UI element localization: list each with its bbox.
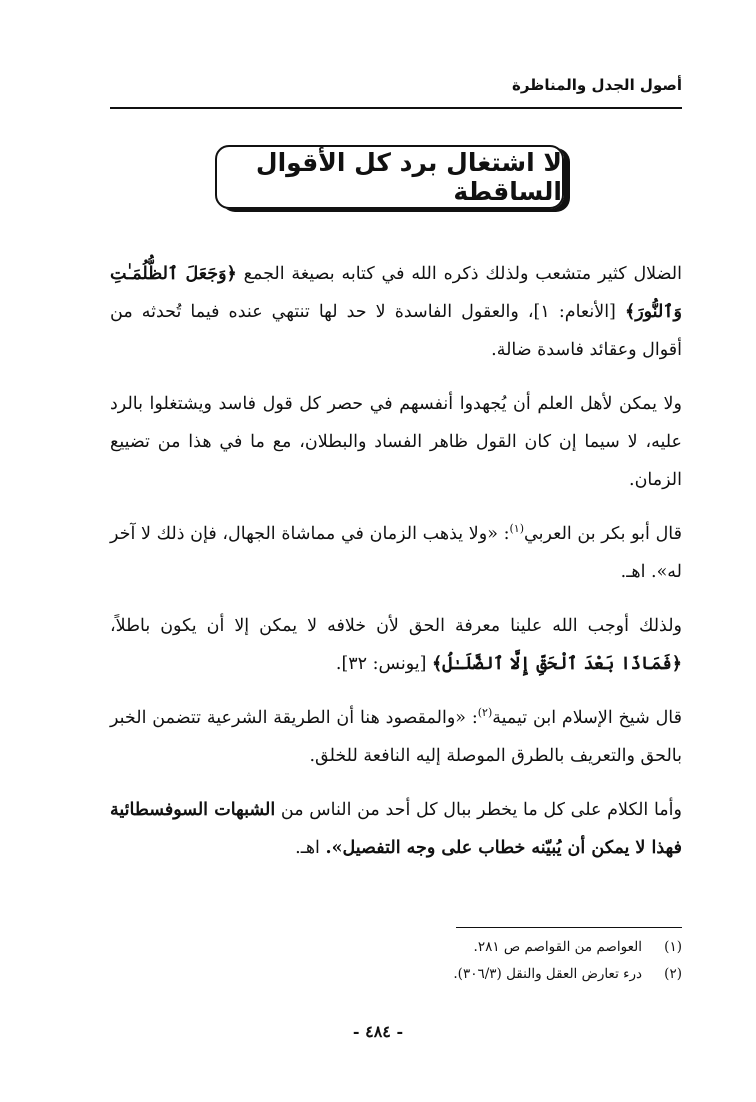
quran-verse-2: ﴿فَمَاذَا بَعْدَ ٱلْحَقِّ إِلَّا ٱلضَّلَـٰلُ﴾ [432,654,682,674]
paragraph-5-text-b: : «والمقصود هنا أن الطريقة الشرعية تتضمن الخبر بالحق والتعريف بالطرق الموصلة إليه النافعة للخلق. [110,708,682,766]
footnote-2 [453,961,682,988]
paragraph-1-text-b: [الأنعام: ١]، والعقول الفاسدة لا حد لها تنتهي عنده فيما تُحدثه من أقوال وعقائد فاسدة ضالة. [110,302,682,360]
paragraph-1 [110,255,682,369]
running-header: أصول الجدل والمناظرة [512,76,682,94]
paragraph-4 [110,607,682,683]
footnote-2-text: درء تعارض العقل والنقل (٣٠٦/٣). [453,966,642,982]
quran-verse-1: ﴿وَجَعَلَ ٱلظُّلُمَـٰتِ وَٱلنُّورَ﴾ [110,264,683,322]
footnote-2-number: (٢) [664,966,682,982]
footnotes [453,934,682,988]
section-title-frame [215,145,564,209]
paragraph-3-text-b: : «ولا يذهب الزمان في مماشاة الجهال، فإن ذلك لا آخر له». اهـ. [110,524,682,582]
paragraph-4-text-b: [يونس: ٣٢]. [335,654,433,674]
paragraph-5 [110,699,682,775]
section-title: لا اشتغال برد كل الأقوال الساقطة [255,148,562,206]
paragraph-5-text-a: قال شيخ الإسلام ابن تيمية [492,708,683,728]
footnote-1-number: (١) [664,939,682,955]
footnote-1 [453,934,682,961]
paragraph-4-text-a: ولذلك أوجب الله علينا معرفة الحق لأن خلافه لا يمكن إلا أن يكون باطلاً، [110,616,682,636]
page-number: - ٤٨٤ - [352,1022,404,1041]
footnote-ref-1[interactable]: (١) [509,522,525,536]
paragraph-2: ولا يمكن لأهل العلم أن يُجهدوا أنفسهم في حصر كل قول فاسد ويشتغلوا بالرد عليه، لا سيما إن كان القول ظاهر الفساد والبطلان، مع ما في هذا من تضييع الزمان. [110,394,682,490]
header-rule [110,107,682,109]
paragraph-6-bold: الشبهات السوفسطائية فهذا لا يمكن أن يُبيّنه خطاب على وجه التفصيل». [110,800,682,858]
paragraph-3-text-a: قال أبو بكر بن العربي [524,524,682,544]
paragraph-6-text-a: وأما الكلام على كل ما يخطر ببال كل أحد من الناس من [275,800,682,820]
footnote-ref-2[interactable]: (٢) [477,706,493,720]
paragraph-3 [110,515,682,591]
body-text [110,255,682,883]
paragraph-6 [110,791,682,867]
footnote-rule [456,927,682,928]
footnote-1-text: العواصم من القواصم ص ٢٨١. [473,939,642,955]
paragraph-6-text-b: اهـ. [295,838,326,858]
paragraph-1-text-a: الضلال كثير متشعب ولذلك ذكره الله في كتابه بصيغة الجمع [236,264,682,284]
